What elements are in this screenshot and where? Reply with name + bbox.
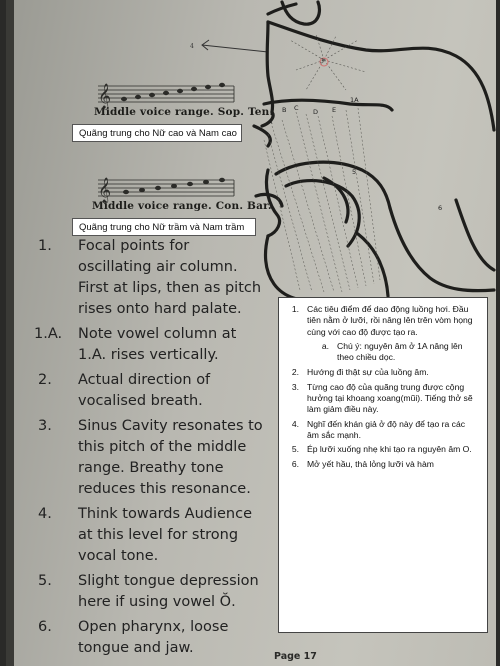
- svg-text:A: A: [268, 118, 273, 126]
- list-item: 1. Focal points for oscillating air column. First at lips, then as pitch rises onto hard palate.: [38, 238, 262, 317]
- vn-list-item: 1. Các tiêu điểm để dao động luồng hơi. Đầu tiên nằm ở lưỡi, rồi nâng lên trên vòm họng cùng với cao độ được tạo ra.: [291, 304, 473, 337]
- vn-list-item: 2. Hướng đi thật sự của luồng âm.: [291, 367, 429, 378]
- svg-text:B: B: [282, 106, 287, 114]
- vn-list-item: 5. Ép lưỡi xuống nhẹ khi tạo ra nguyên âm O.: [291, 444, 472, 455]
- air-column-lines: [264, 108, 380, 292]
- marker-4: 4: [190, 43, 194, 50]
- list-item: 5. Slight tongue depression here if using vowel Ŏ.: [38, 573, 259, 610]
- vn-list-item: 3. Từng cao độ của quãng trung được cộng hưởng tại khoang xoang(mũi). Tiếng thở sẽ làm giảm điều này.: [291, 381, 473, 415]
- svg-text:E: E: [332, 106, 337, 114]
- svg-text:𝄞: 𝄞: [98, 178, 112, 203]
- list-item: 3. Sinus Cavity resonates to this pitch of the middle range. Breathy tone reduces this resonance.: [38, 418, 263, 497]
- list-item: 6. Open pharynx, loose tongue and jaw.: [38, 619, 229, 656]
- head-outline: [254, 2, 494, 300]
- vn-sub-item: a. Chú ý: nguyên âm ở 1A nâng lên theo chiều dọc.: [321, 340, 463, 363]
- vn-caption-con-bar: Quãng trung cho Nữ trầm và Nam trầm: [72, 218, 256, 236]
- music-staff-con-bar: [98, 180, 234, 196]
- vietnamese-translation-panel: [278, 297, 488, 633]
- svg-text:D: D: [313, 108, 319, 116]
- focal-point-markers: [268, 96, 442, 212]
- vn-list-item: 4. Nghĩ đến khán giả ở độ này để tạo ra các âm sắc mạnh.: [291, 418, 466, 440]
- voice-range-label-con-bar: Middle voice range. Con. Bar.: [92, 200, 272, 212]
- svg-text:6: 6: [438, 204, 443, 212]
- svg-text:1A: 1A: [350, 96, 359, 104]
- vn-caption-sop-ten: Quãng trung cho Nữ cao và Nam cao: [72, 124, 242, 142]
- marker-3: 3: [320, 58, 324, 65]
- list-item: 4. Think towards Audience at this level for strong vocal tone.: [38, 506, 252, 564]
- voice-range-label-sop-ten: Middle voice range. Sop. Ten.: [94, 106, 274, 118]
- book-page: [6, 0, 496, 666]
- svg-text:5: 5: [352, 168, 357, 176]
- focal-points-list: [34, 236, 264, 659]
- vn-list-item: 6. Mở yết hầu, thả lỏng lưỡi và hàm: [291, 458, 434, 469]
- svg-text:C: C: [294, 104, 299, 112]
- page-number: Page 17: [274, 651, 317, 662]
- audience-arrow: [202, 40, 268, 52]
- list-item: 2. Actual direction of vocalised breath.: [38, 372, 211, 409]
- svg-text:𝄞: 𝄞: [98, 84, 112, 109]
- list-item: 1.A. Note vowel column at 1.A. rises vertically.: [34, 326, 237, 363]
